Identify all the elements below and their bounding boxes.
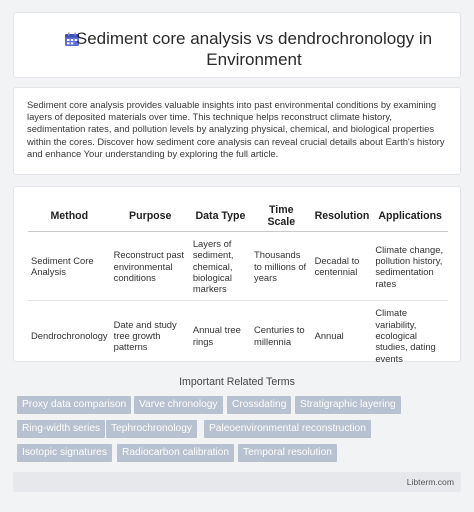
related-terms-heading: Important Related Terms bbox=[179, 376, 295, 388]
tag-stratigraphic-layering[interactable]: Stratigraphic layering bbox=[295, 396, 401, 414]
header-applications: Applications bbox=[372, 200, 448, 232]
page-title-line2: Environment bbox=[206, 50, 302, 69]
tag-tephrochronology[interactable]: Tephrochronology bbox=[106, 420, 197, 438]
header-purpose: Purpose bbox=[111, 200, 190, 232]
cell-data-type: Annual tree rings bbox=[192, 324, 241, 347]
cell-purpose: Date and study tree growth patterns bbox=[113, 318, 177, 353]
page-title-line1: Sediment core analysis vs dendrochronology in bbox=[75, 29, 433, 48]
cell-method: Sediment Core Analysis bbox=[28, 232, 111, 301]
tag-ring-width-series[interactable]: Ring-width series bbox=[17, 420, 105, 438]
cell-applications: Climate change, pollution history, sedimentation rates bbox=[372, 232, 448, 301]
cell-resolution: Annual bbox=[314, 330, 344, 342]
footer-site-link[interactable]: Libterm.com bbox=[406, 477, 454, 487]
cell-method: Dendrochronology bbox=[31, 330, 108, 342]
comparison-table-card bbox=[13, 186, 461, 362]
header-time-scale: Time Scale bbox=[251, 200, 312, 232]
cell-purpose: Reconstruct past environmental conditions bbox=[111, 232, 190, 301]
tag-paleoenvironmental-reconstruction[interactable]: Paleoenvironmental reconstruction bbox=[204, 420, 371, 438]
description-text: Sediment core analysis provides valuable insights into past environmental conditions by examining layers of deposited materials over time. This technique helps reconstruct climate history, sedimentation rates, and pollution levels by analyzing physical, chemical, and biological properties within the cores. Discover how sediment core analysis can reveal crucial details about Earth's history and enhance Your understanding by exploring the full article. bbox=[27, 99, 445, 159]
description-card bbox=[13, 87, 461, 175]
header-data-type: Data Type bbox=[190, 200, 251, 232]
header-resolution: Resolution bbox=[312, 200, 373, 232]
cell-applications: Climate variability, ecological studies, dating events bbox=[375, 307, 436, 364]
tag-crossdating[interactable]: Crossdating bbox=[227, 396, 291, 414]
table-row bbox=[28, 301, 448, 370]
cell-resolution: Decadal to centennial bbox=[312, 232, 373, 301]
tag-proxy-data-comparison[interactable]: Proxy data comparison bbox=[17, 396, 131, 414]
table-row bbox=[28, 232, 448, 301]
title-card bbox=[13, 12, 461, 78]
cell-data-type: Layers of sediment, chemical, biological markers bbox=[190, 232, 251, 301]
footer-bar bbox=[13, 472, 461, 492]
comparison-table bbox=[28, 200, 448, 370]
tag-radiocarbon-calibration[interactable]: Radiocarbon calibration bbox=[117, 444, 234, 462]
tag-isotopic-signatures[interactable]: Isotopic signatures bbox=[17, 444, 112, 462]
page-title bbox=[62, 28, 446, 70]
table-header-row bbox=[28, 200, 448, 232]
header-method: Method bbox=[28, 200, 111, 232]
tag-temporal-resolution[interactable]: Temporal resolution bbox=[238, 444, 337, 462]
cell-time-scale: Centuries to millennia bbox=[254, 324, 305, 347]
cell-time-scale: Thousands to millions of years bbox=[251, 232, 312, 301]
tag-varve-chronology[interactable]: Varve chronology bbox=[134, 396, 223, 414]
